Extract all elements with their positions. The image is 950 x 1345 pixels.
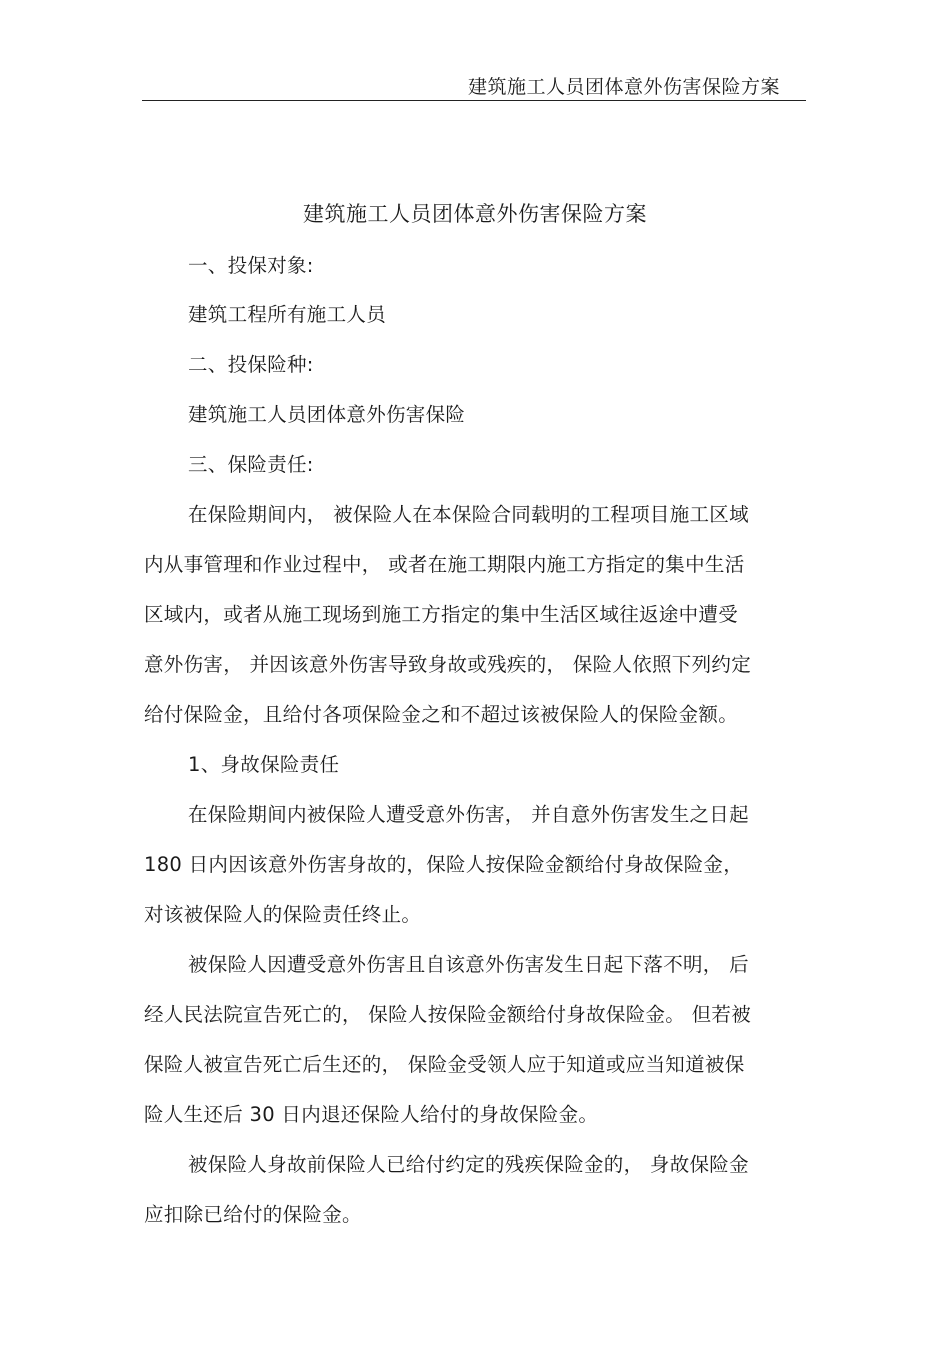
paragraph-line: 对该被保险人的保险责任终止。	[144, 903, 422, 926]
paragraph-line: 区域内，或者从施工现场到施工方指定的集中生活区域往返途中遭受	[144, 603, 739, 626]
section-heading-liability: 三、保险责任:	[188, 453, 314, 476]
paragraph-line: 建筑工程所有施工人员	[188, 303, 387, 326]
paragraph-line: 在保险期间内被保险人遭受意外伤害， 并自意外伤害发生之日起	[188, 803, 749, 826]
paragraph-line: 给付保险金，且给付各项保险金之和不超过该被保险人的保险金额。	[144, 703, 739, 726]
subsection-heading-death: 1、身故保险责任	[188, 753, 340, 776]
running-header	[142, 68, 806, 101]
paragraph-line: 在保险期间内， 被保险人在本保险合同载明的工程项目施工区域	[188, 503, 749, 526]
paragraph-line: 被保险人身故前保险人已给付约定的残疾保险金的， 身故保险金	[188, 1153, 749, 1176]
paragraph-line: 内从事管理和作业过程中， 或者在施工期限内施工方指定的集中生活	[144, 553, 745, 576]
document-title: 建筑施工人员团体意外伤害保险方案	[303, 202, 647, 226]
paragraph-line: 保险人被宣告死亡后生还的， 保险金受领人应于知道或应当知道被保	[144, 1053, 745, 1076]
paragraph-line: 经人民法院宣告死亡的， 保险人按保险金额给付身故保险金。 但若被	[144, 1003, 751, 1026]
running-header-title: 建筑施工人员团体意外伤害保险方案	[467, 76, 780, 98]
paragraph-line: 应扣除已给付的保险金。	[144, 1203, 362, 1226]
section-heading-type: 二、投保险种:	[188, 353, 314, 376]
paragraph-line: 180 日内因该意外伤害身故的，保险人按保险金额给付身故保险金，	[144, 853, 744, 876]
section-heading-insured: 一、投保对象:	[188, 254, 314, 277]
paragraph-line: 建筑施工人员团体意外伤害保险	[188, 403, 466, 426]
paragraph-line: 险人生还后 30 日内退还保险人给付的身故保险金。	[144, 1103, 599, 1126]
paragraph-line: 意外伤害， 并因该意外伤害导致身故或残疾的， 保险人依照下列约定	[144, 653, 751, 676]
paragraph-line: 被保险人因遭受意外伤害且自该意外伤害发生日起下落不明， 后	[188, 953, 749, 976]
